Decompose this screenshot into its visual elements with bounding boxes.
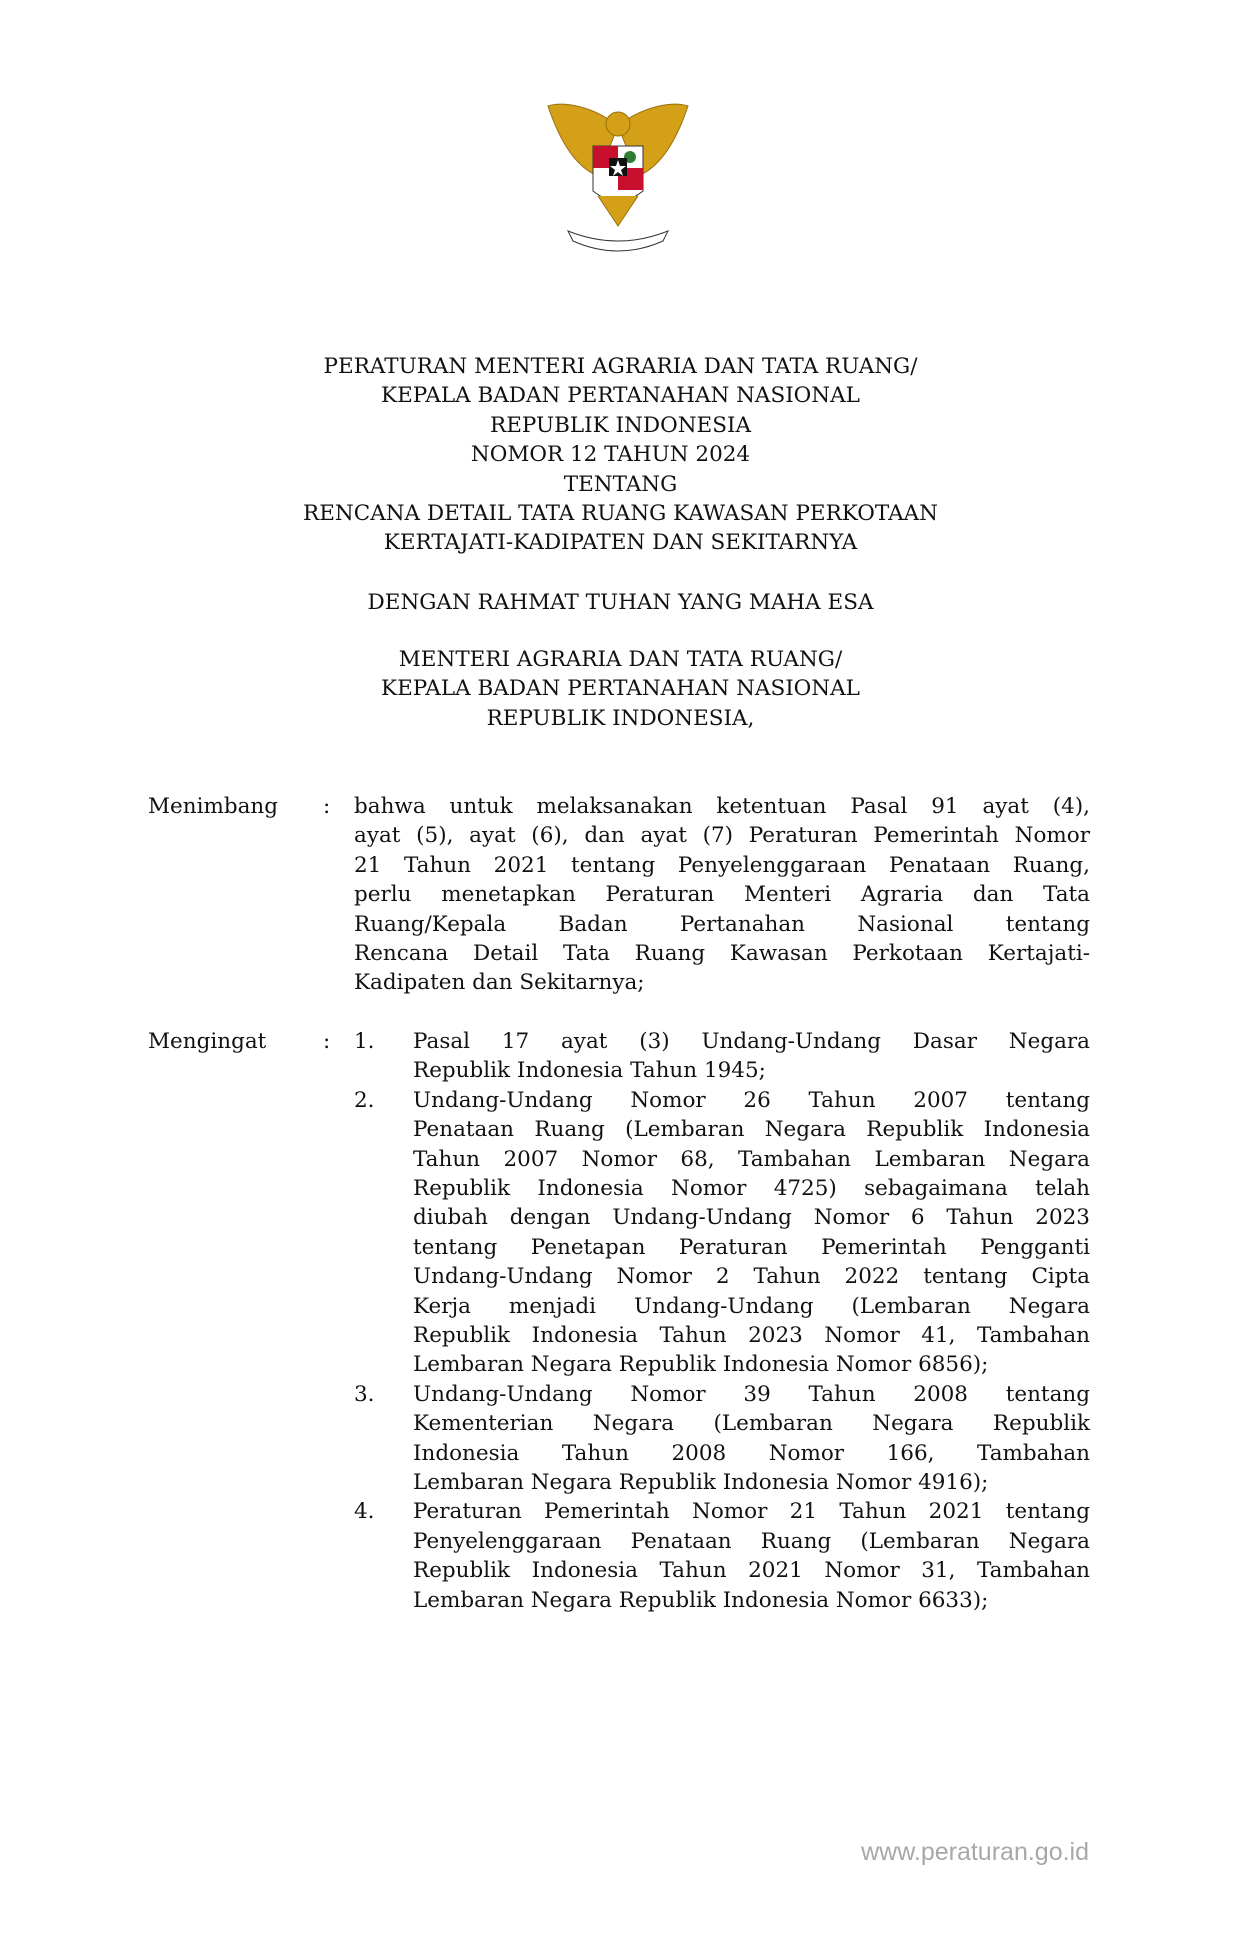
list-item xyxy=(413,1027,1090,1086)
list-item xyxy=(413,1380,1090,1498)
item-number: 4. xyxy=(354,1499,375,1525)
title-line: NOMOR 12 TAHUN 2024 xyxy=(470,442,751,468)
text-line: Ruang/Kepala Badan Pertanahan Nasional tentang xyxy=(354,911,1090,937)
regulation-title xyxy=(0,352,1241,558)
colon: : xyxy=(323,794,331,819)
title-line: KERTAJATI-KADIPATEN DAN SEKITARNYA xyxy=(383,530,858,556)
text-line: Republik Indonesia Nomor 4725) sebagaimana telah xyxy=(413,1176,1090,1202)
text-line: diubah dengan Undang-Undang Nomor 6 Tahun 2023 xyxy=(413,1205,1090,1231)
text-line: perlu menetapkan Peraturan Menteri Agraria dan Tata xyxy=(354,882,1090,908)
authority-line: REPUBLIK INDONESIA, xyxy=(486,705,755,731)
item-number: 3. xyxy=(354,1381,375,1407)
watermark: www.peraturan.go.id xyxy=(861,1838,1089,1866)
text-line: Republik Indonesia Tahun 1945; xyxy=(413,1058,766,1084)
text-line: Undang-Undang Nomor 2 Tahun 2022 tentang Cipta xyxy=(413,1264,1090,1290)
text-line: Peraturan Pemerintah Nomor 21 Tahun 2021 tentang xyxy=(413,1499,1090,1525)
list-item xyxy=(413,1497,1090,1615)
title-line: TENTANG xyxy=(563,471,678,497)
menimbang-text xyxy=(354,792,1090,998)
title-line: RENCANA DETAIL TATA RUANG KAWASAN PERKOTAAN xyxy=(303,501,938,527)
text-line: tentang Penetapan Peraturan Pemerintah Pengganti xyxy=(413,1234,1090,1260)
title-line: REPUBLIK INDONESIA xyxy=(490,412,751,438)
text-line: Indonesia Tahun 2008 Nomor 166, Tambahan xyxy=(413,1440,1090,1466)
title-line: PERATURAN MENTERI AGRARIA DAN TATA RUANG/ xyxy=(323,354,918,379)
text-line: Penataan Ruang (Lembaran Negara Republik Indonesia xyxy=(413,1117,1090,1143)
text-line: Republik Indonesia Tahun 2021 Nomor 31, Tambahan xyxy=(413,1558,1090,1584)
text-line: Republik Indonesia Tahun 2023 Nomor 41, Tambahan xyxy=(413,1323,1090,1349)
title-line: KEPALA BADAN PERTANAHAN NASIONAL xyxy=(381,383,860,409)
garuda-emblem xyxy=(543,96,693,256)
authority-line: KEPALA BADAN PERTANAHAN NASIONAL xyxy=(381,676,860,702)
text-line: Undang-Undang Nomor 39 Tahun 2008 tentang xyxy=(413,1381,1090,1407)
mengingat-label: Mengingat xyxy=(148,1029,267,1054)
text-line: Kementerian Negara (Lembaran Negara Republik xyxy=(413,1411,1090,1437)
text-line: ayat (5), ayat (6), dan ayat (7) Peraturan Pemerintah Nomor xyxy=(354,823,1090,849)
text-line: bahwa untuk melaksanakan ketentuan Pasal 91 ayat (4), xyxy=(354,794,1090,819)
text-line: Tahun 2007 Nomor 68, Tambahan Lembaran Negara xyxy=(413,1146,1090,1172)
text-line: 21 Tahun 2021 tentang Penyelenggaraan Penataan Ruang, xyxy=(354,852,1090,878)
text-line: Lembaran Negara Republik Indonesia Nomor 6633); xyxy=(413,1587,989,1613)
text-line: Lembaran Negara Republik Indonesia Nomor 6856); xyxy=(413,1352,989,1378)
list-item xyxy=(413,1086,1090,1380)
text-line: Pasal 17 ayat (3) Undang-Undang Dasar Negara xyxy=(413,1029,1090,1054)
colon: : xyxy=(323,1029,331,1054)
authority xyxy=(0,645,1241,733)
text-line: Lembaran Negara Republik Indonesia Nomor 4916); xyxy=(413,1470,989,1496)
text-line: Penyelenggaraan Penataan Ruang (Lembaran Negara xyxy=(413,1528,1090,1554)
item-number: 1. xyxy=(354,1029,375,1054)
text-line: Kadipaten dan Sekitarnya; xyxy=(354,970,645,996)
item-number: 2. xyxy=(354,1087,375,1113)
text-line: Kerja menjadi Undang-Undang (Lembaran Negara xyxy=(413,1293,1090,1319)
invocation: DENGAN RAHMAT TUHAN YANG MAHA ESA xyxy=(367,590,874,615)
menimbang-label: Menimbang xyxy=(148,794,279,819)
authority-line: MENTERI AGRARIA DAN TATA RUANG/ xyxy=(398,647,843,672)
text-line: Rencana Detail Tata Ruang Kawasan Perkotaan Kertajati- xyxy=(354,941,1090,967)
text-line: Undang-Undang Nomor 26 Tahun 2007 tentang xyxy=(413,1087,1090,1113)
